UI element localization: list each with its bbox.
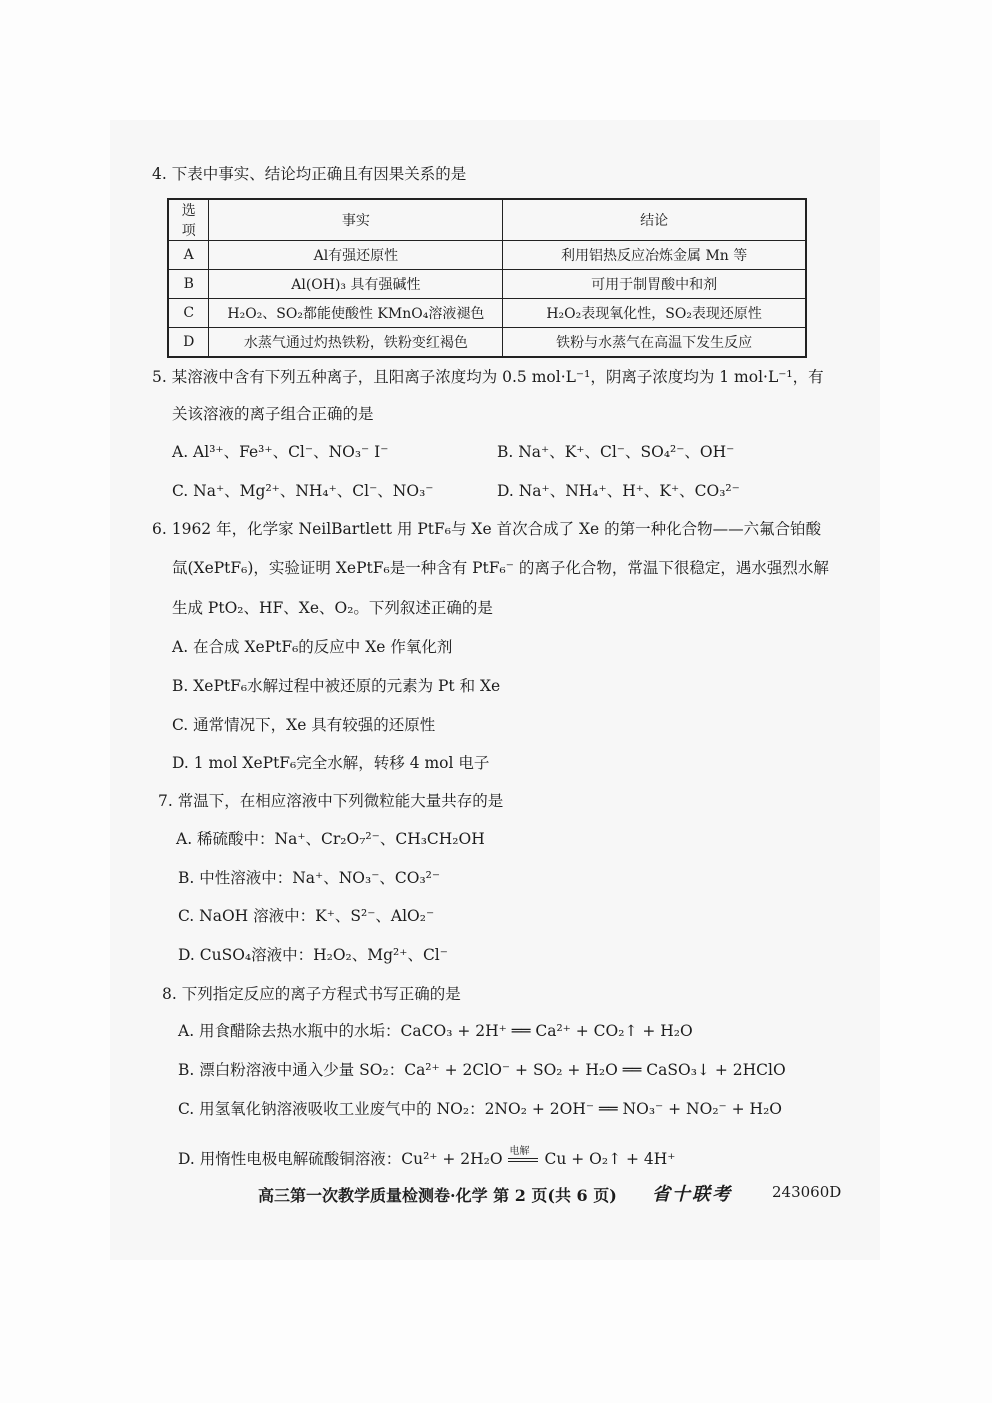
table-cell: D	[168, 328, 209, 358]
q5-option-d: D. Na⁺、NH₄⁺、H⁺、K⁺、CO₃²⁻	[497, 482, 740, 500]
table-cell: 利用铝热反应冶炼金属 Mn 等	[503, 241, 806, 270]
q6-option-d: D. 1 mol XePtF₆完全水解，转移 4 mol 电子	[172, 754, 490, 772]
table-cell: Al有强还原性	[209, 241, 503, 270]
brand-logo: 省十联考	[652, 1184, 732, 1205]
table-header-conclusion: 结论	[503, 199, 806, 241]
table-cell: 水蒸气通过灼热铁粉，铁粉变红褐色	[209, 328, 503, 358]
q7-stem: 7. 常温下，在相应溶液中下列微粒能大量共存的是	[158, 792, 504, 810]
q8-stem: 8. 下列指定反应的离子方程式书写正确的是	[162, 985, 461, 1003]
q6-stem-line2: 氙(XePtF₆)，实验证明 XePtF₆是一种含有 PtF₆⁻ 的离子化合物，常温下很稳定，遇水强烈水解	[172, 559, 829, 577]
table-cell: H₂O₂、SO₂都能使酸性 KMnO₄溶液褪色	[209, 299, 503, 328]
q6-option-c: C. 通常情况下，Xe 具有较强的还原性	[172, 716, 436, 734]
table-cell: 铁粉与水蒸气在高温下发生反应	[503, 328, 806, 358]
q7-option-d: D. CuSO₄溶液中：H₂O₂、Mg²⁺、Cl⁻	[178, 946, 448, 964]
table-cell: B	[168, 270, 209, 299]
table-header-option: 选项	[168, 199, 209, 241]
table-cell: H₂O₂表现氧化性，SO₂表现还原性	[503, 299, 806, 328]
q4-stem: 4. 下表中事实、结论均正确且有因果关系的是	[152, 165, 467, 183]
equals-bar	[508, 1158, 538, 1162]
q7-option-a: A. 稀硫酸中：Na⁺、Cr₂O₇²⁻、CH₃CH₂OH	[176, 830, 485, 848]
table-row	[168, 241, 806, 270]
table-cell: Al(OH)₃ 具有强碱性	[209, 270, 503, 299]
q8-option-a: A. 用食醋除去热水瓶中的水垢：CaCO₃ + 2H⁺ ══ Ca²⁺ + CO₂↑ + H₂O	[178, 1022, 693, 1040]
q5-option-a: A. Al³⁺、Fe³⁺、Cl⁻、NO₃⁻ I⁻	[172, 443, 389, 461]
q8-option-b: B. 漂白粉溶液中通入少量 SO₂：Ca²⁺ + 2ClO⁻ + SO₂ + H₂O ══ CaSO₃↓ + 2HClO	[178, 1061, 786, 1079]
q4-table	[167, 198, 807, 358]
q5-option-c: C. Na⁺、Mg²⁺、NH₄⁺、Cl⁻、NO₃⁻	[172, 482, 434, 500]
table-row	[168, 328, 806, 358]
q6-stem-line1: 6. 1962 年，化学家 NeilBartlett 用 PtF₆与 Xe 首次合成了 Xe 的第一种化合物——六氟合铂酸	[152, 520, 822, 538]
q8-option-d-right: Cu + O₂↑ + 4H⁺	[544, 1150, 676, 1168]
q8-option-d	[178, 1146, 676, 1169]
q6-option-a: A. 在合成 XePtF₆的反应中 Xe 作氧化剂	[172, 638, 453, 656]
q6-option-b: B. XePtF₆水解过程中被还原的元素为 Pt 和 Xe	[172, 677, 501, 695]
table-cell: A	[168, 241, 209, 270]
q5-option-b: B. Na⁺、K⁺、Cl⁻、SO₄²⁻、OH⁻	[497, 443, 735, 461]
q8-option-c: C. 用氢氧化钠溶液吸收工业废气中的 NO₂：2NO₂ + 2OH⁻ ══ NO₃⁻ + NO₂⁻ + H₂O	[178, 1100, 782, 1118]
paper-code: 243060D	[772, 1183, 842, 1201]
table-row	[168, 299, 806, 328]
electrolysis-condition: 电解	[509, 1146, 530, 1157]
table-cell: C	[168, 299, 209, 328]
q7-option-c: C. NaOH 溶液中：K⁺、S²⁻、AlO₂⁻	[178, 907, 435, 925]
q8-option-d-left: D. 用惰性电极电解硫酸铜溶液：Cu²⁺ + 2H₂O	[178, 1150, 503, 1168]
electrolysis-arrow	[508, 1146, 540, 1166]
table-header-row	[168, 199, 806, 241]
q7-option-b: B. 中性溶液中：Na⁺、NO₃⁻、CO₃²⁻	[178, 869, 441, 887]
table-row	[168, 270, 806, 299]
q5-stem-line1: 5. 某溶液中含有下列五种离子，且阳离子浓度均为 0.5 mol·L⁻¹，阴离子浓度均为 1 mol·L⁻¹，有	[152, 368, 824, 386]
q5-stem-line2: 关该溶液的离子组合正确的是	[172, 405, 374, 423]
table-cell: 可用于制胃酸中和剂	[503, 270, 806, 299]
q6-stem-line3: 生成 PtO₂、HF、Xe、O₂。下列叙述正确的是	[172, 599, 493, 617]
footer-title: 高三第一次教学质量检测卷·化学 第 2 页(共 6 页)	[258, 1186, 617, 1205]
table-header-fact: 事实	[209, 199, 503, 241]
